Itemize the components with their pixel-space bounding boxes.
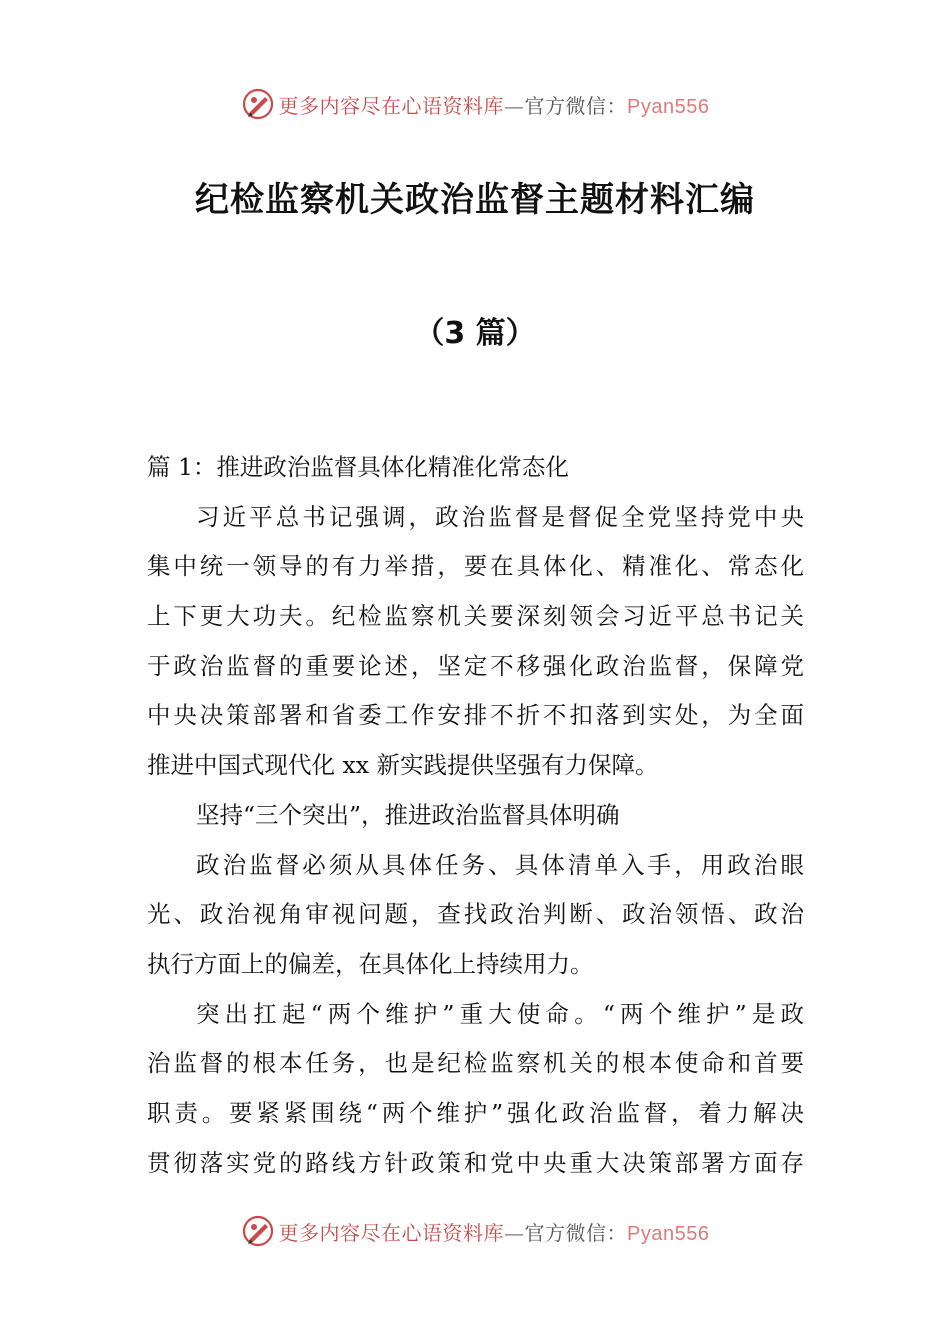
body-line: 集中统一领导的有力举措，要在具体化、精准化、常态化	[147, 552, 804, 581]
body-line: 贯彻落实党的路线方针政策和党中央重大决策部署方面存	[147, 1148, 804, 1177]
body-line: 治监督的根本任务，也是纪检监察机关的根本使命和首要	[147, 1049, 804, 1078]
body-line: 政治监督必须从具体任务、具体清单入手，用政治眼	[196, 850, 804, 879]
banner-text	[279, 90, 710, 119]
banner-wechat-label: 官方微信：	[524, 1220, 628, 1245]
banner-text	[279, 1217, 710, 1246]
body-line: 执行方面上的偏差，在具体化上持续用力。	[147, 949, 594, 978]
body-line: 上下更大功夫。纪检监察机关要深刻领会习近平总书记关	[147, 602, 804, 631]
document-title: 纪检监察机关政治监督主题材料汇编	[195, 180, 755, 220]
banner-dash: —	[504, 1220, 525, 1245]
body-line: 习近平总书记强调，政治监督是督促全党坚持党中央	[196, 502, 804, 531]
body-line: 中央决策部署和省委工作安排不折不扣落到实处，为全面	[147, 701, 804, 730]
body-line: 光、政治视角审视问题，查找政治判断、政治领悟、政治	[147, 900, 804, 929]
banner-brand: 更多内容尽在心语资料库	[278, 1220, 505, 1245]
banner-dash: —	[504, 93, 525, 118]
body-line: 职责。要紧紧围绕“两个维护”强化政治监督，着力解决	[147, 1098, 804, 1127]
body-line: 坚持“三个突出”，推进政治监督具体明确	[196, 800, 620, 829]
document-subtitle: （3 篇）	[414, 316, 536, 351]
pen-logo-icon	[241, 87, 275, 121]
banner-wechat-id: Pyan556	[627, 95, 710, 118]
document-body	[147, 443, 804, 1188]
footer-banner	[0, 1211, 950, 1251]
body-line: 突出扛起“两个维护”重大使命。“两个维护”是政	[196, 999, 804, 1028]
banner-brand: 更多内容尽在心语资料库	[278, 93, 505, 118]
body-line: 推进中国式现代化 xx 新实践提供坚强有力保障。	[147, 751, 659, 780]
banner-wechat-label: 官方微信：	[524, 93, 628, 118]
banner-wechat-id: Pyan556	[627, 1222, 710, 1245]
body-line: 篇 1：推进政治监督具体化精准化常态化	[147, 453, 569, 481]
pen-logo-icon	[241, 1214, 275, 1248]
header-banner	[0, 84, 950, 124]
body-line: 于政治监督的重要论述，坚定不移强化政治监督，保障党	[147, 651, 804, 680]
